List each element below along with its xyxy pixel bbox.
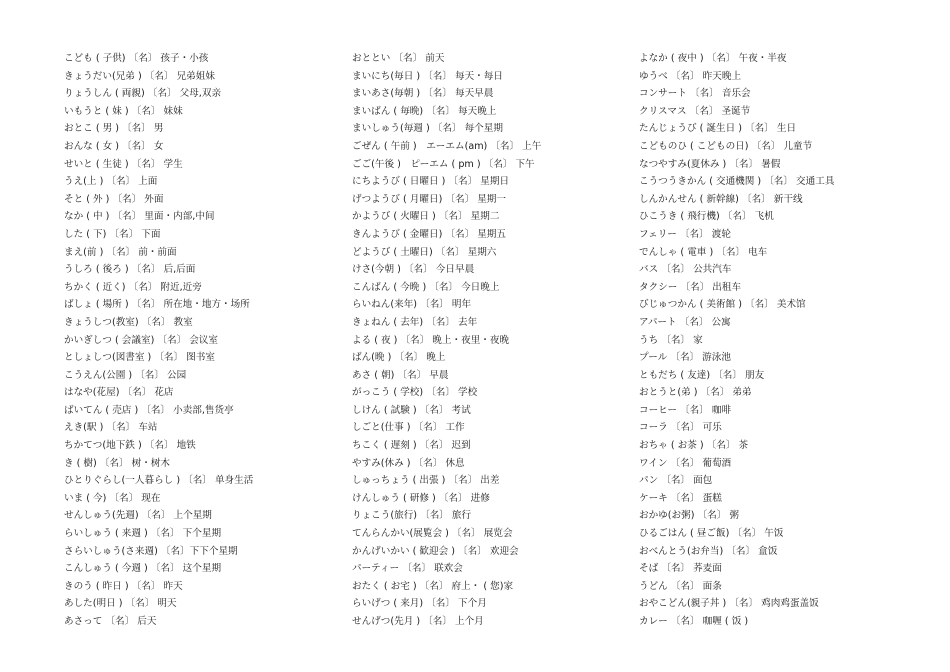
vocab-entry: がっこう ( 学校) 〔名〕 学校 bbox=[352, 387, 478, 399]
vocab-entry: かんげいかい ( 歓迎会 ) 〔名〕 欢迎会 bbox=[352, 545, 519, 557]
vocab-entry: しゅっちょう ( 出張 ) 〔名〕 出差 bbox=[352, 475, 500, 487]
vocab-entry: こども ( 子供) 〔名〕 孩子・小孩 bbox=[64, 53, 209, 64]
vocab-entry: き ( 樹) 〔名〕 树・树木 bbox=[64, 457, 171, 469]
vocab-entry: あした(明日 ) 〔名〕 明天 bbox=[64, 598, 177, 610]
vocab-entry: おべんとう(お弁当) 〔名〕 盒饭 bbox=[639, 545, 778, 557]
vocab-entry: らいしゅう ( 来週 ) 〔名〕 下个星期 bbox=[64, 528, 222, 540]
vocab-entry: まえ(前 ) 〔名〕 前・前面 bbox=[64, 246, 177, 258]
vocab-entry: おととい 〔名〕 前天 bbox=[352, 53, 445, 64]
vocab-entry: きょねん ( 去年) 〔名〕 去年 bbox=[352, 316, 478, 328]
vocab-entry: ばしょ ( 場所 ) 〔名〕 所在地・地方・场所 bbox=[64, 299, 250, 311]
vocab-entry: まいにち(毎日 ) 〔名〕 每天・每日 bbox=[352, 70, 503, 82]
vocab-entry: らいねん(来年) 〔名〕 明年 bbox=[352, 299, 472, 311]
vocab-entry: おたく ( お宅 ) 〔名〕 府上・ ( 您)家 bbox=[352, 580, 514, 592]
vocab-entry: どようび ( 土曜日) 〔名〕 星期六 bbox=[352, 246, 497, 258]
vocab-entry: ゆうべ 〔名〕 昨天晚上 bbox=[639, 70, 742, 82]
vocab-entry: おやこどん(親子丼 ) 〔名〕 鸡肉鸡蛋盖饭 bbox=[639, 598, 819, 610]
vocab-entry: まいばん ( 毎晩) 〔名〕 每天晚上 bbox=[352, 105, 497, 117]
vocab-column-2 bbox=[352, 50, 642, 631]
vocab-entry: あさって 〔名〕 后天 bbox=[64, 616, 157, 627]
vocab-entry: ばいてん ( 売店 ) 〔名〕 小卖部,售货亭 bbox=[64, 404, 234, 416]
vocab-entry: えき(駅 ) 〔名〕 车站 bbox=[64, 422, 158, 434]
vocab-entry: けさ(今朝 ) 〔名〕 今日早晨 bbox=[352, 264, 475, 276]
vocab-entry: パン 〔名〕 面包 bbox=[639, 475, 713, 487]
vocab-entry: びじゅつかん ( 美術館 ) 〔名〕 美术馆 bbox=[639, 299, 806, 311]
vocab-entry: きんようび ( 金曜日) 〔名〕 星期五 bbox=[352, 228, 506, 240]
vocab-entry: ちこく ( 遅刻 ) 〔名〕 迟到 bbox=[352, 440, 471, 452]
vocab-entry: コーヒー 〔名〕 咖啡 bbox=[639, 404, 732, 416]
vocab-entry: なか ( 中 ) 〔名〕 里面・内部,中间 bbox=[64, 211, 215, 223]
vocab-column-1 bbox=[64, 50, 354, 631]
vocab-entry: こうつうきかん ( 交通機関 ) 〔名〕 交通工具 bbox=[639, 176, 835, 188]
vocab-entry: よる ( 夜 ) 〔名〕 晚上・夜里・夜晚 bbox=[352, 334, 510, 346]
vocab-entry: うち 〔名〕 家 bbox=[639, 334, 703, 346]
vocab-entry: こどものひ ( こどもの日) 〔名〕 儿童节 bbox=[639, 140, 813, 152]
vocab-entry: はなや(花屋) 〔名〕 花店 bbox=[64, 387, 174, 399]
vocab-entry: おとこ ( 男 ) 〔名〕 男 bbox=[64, 123, 164, 135]
vocab-entry: プール 〔名〕 游泳池 bbox=[639, 352, 731, 364]
vocab-entry: した ( 下) 〔名〕 下面 bbox=[64, 228, 161, 240]
vocab-entry: そば 〔名〕 荞麦面 bbox=[639, 563, 722, 575]
vocab-entry: おんな ( 女 ) 〔名〕 女 bbox=[64, 140, 164, 152]
vocab-entry: きょうだい(兄弟 ) 〔名〕 兄弟姐妹 bbox=[64, 70, 215, 82]
vocab-entry: りょうしん ( 両親) 〔名〕 父母,双亲 bbox=[64, 88, 222, 100]
vocab-entry: うしろ ( 後ろ ) 〔名〕 后,后面 bbox=[64, 264, 196, 276]
vocab-entry: しごと(仕事 ) 〔名〕 工作 bbox=[352, 422, 465, 434]
vocab-entry: ひこうき ( 飛行機) 〔名〕 飞机 bbox=[639, 211, 774, 223]
vocab-entry: こんばん ( 今晩 ) 〔名〕 今日晚上 bbox=[352, 281, 500, 293]
vocab-entry: フェリー 〔名〕 渡轮 bbox=[639, 228, 731, 240]
vocab-entry: ひとりぐらし(一人暮らし ) 〔名〕 单身生活 bbox=[64, 475, 254, 487]
vocab-entry: けんしゅう ( 研修 ) 〔名〕 进修 bbox=[352, 492, 490, 504]
vocab-entry: ちかく ( 近く) 〔名〕 附近,近旁 bbox=[64, 281, 202, 293]
vocab-entry: りょこう(旅行) 〔名〕 旅行 bbox=[352, 510, 472, 522]
vocab-entry: やすみ(休み ) 〔名〕 休息 bbox=[352, 457, 465, 469]
vocab-entry: げつようび ( 月曜日) 〔名〕 星期一 bbox=[352, 193, 506, 205]
vocab-entry: まいしゅう(毎週 ) 〔名〕 每个星期 bbox=[352, 123, 503, 135]
vocab-entry: たんじょうび ( 誕生日 ) 〔名〕 生日 bbox=[639, 123, 797, 135]
vocab-entry: コーラ 〔名〕 可乐 bbox=[639, 422, 722, 434]
vocab-entry: きょうしつ(教室) 〔名〕 教室 bbox=[64, 316, 193, 328]
vocab-entry: なつやすみ(夏休み ) 〔名〕 暑假 bbox=[639, 158, 781, 170]
vocab-entry: こうえん(公園 ) 〔名〕 公园 bbox=[64, 369, 187, 381]
vocab-entry: タクシー 〔名〕 出租车 bbox=[639, 281, 742, 293]
vocab-entry: としょしつ(図書室 ) 〔名〕 图书室 bbox=[64, 352, 215, 364]
vocab-entry: そと ( 外 ) 〔名〕 外面 bbox=[64, 193, 164, 205]
vocab-entry: かようび ( 火曜日 ) 〔名〕 星期二 bbox=[352, 211, 500, 223]
vocab-entry: おとうと(弟 ) 〔名〕 弟弟 bbox=[639, 387, 752, 399]
vocab-entry: うえ(上 ) 〔名〕 上面 bbox=[64, 176, 158, 188]
vocab-entry: こんしゅう ( 今週 ) 〔名〕 这个星期 bbox=[64, 563, 222, 575]
vocab-entry: おかゆ(お粥) 〔名〕 粥 bbox=[639, 510, 739, 522]
vocab-entry: しんかんせん ( 新幹線) 〔名〕 新干线 bbox=[639, 193, 803, 205]
vocab-entry: せいと ( 生徒 ) 〔名〕 学生 bbox=[64, 158, 183, 170]
vocab-entry: いもうと ( 妹 ) 〔名〕 妹妹 bbox=[64, 105, 183, 117]
vocab-entry: ケーキ 〔名〕 蛋糕 bbox=[639, 492, 722, 504]
vocab-entry: せんげつ(先月 ) 〔名〕 上个月 bbox=[352, 616, 484, 627]
vocab-entry: にちようび ( 日曜日 ) 〔名〕 星期日 bbox=[352, 176, 510, 188]
vocab-entry: クリスマス 〔名〕 圣诞节 bbox=[639, 105, 751, 117]
vocab-entry: らいげつ ( 来月) 〔名〕 下个月 bbox=[352, 598, 487, 610]
vocab-entry: アパート 〔名〕 公寓 bbox=[639, 316, 731, 328]
vocab-column-3 bbox=[639, 50, 929, 631]
vocab-entry: ひるごはん ( 昼ご飯) 〔名〕 午饭 bbox=[639, 528, 784, 540]
vocab-entry: ちかてつ(地下鉄 ) 〔名〕 地铁 bbox=[64, 440, 196, 452]
vocab-entry: よなか ( 夜中 ) 〔名〕 午夜・半夜 bbox=[639, 53, 787, 64]
vocab-entry: てんらんかい(展覧会 ) 〔名〕 展览会 bbox=[352, 528, 513, 540]
vocab-entry: コンサート 〔名〕 音乐会 bbox=[639, 88, 751, 100]
vocab-entry: ワイン 〔名〕 葡萄酒 bbox=[639, 457, 732, 469]
vocab-entry: まいあさ(毎朝 ) 〔名〕 每天早晨 bbox=[352, 88, 494, 100]
vocab-entry: バス 〔名〕 公共汽车 bbox=[639, 264, 732, 276]
vocab-entry: きのう ( 昨日 ) 〔名〕 昨天 bbox=[64, 580, 183, 592]
vocab-entry: でんしゃ ( 電車 ) 〔名〕 电车 bbox=[639, 246, 768, 258]
vocab-entry: さらいしゅう(さ来週) 〔名〕下下个星期 bbox=[64, 545, 238, 557]
vocab-entry: ごご(午後 ) ピーエム ( pm ) 〔名〕 下午 bbox=[352, 158, 535, 170]
vocab-entry: おちゃ ( お茶 ) 〔名〕 茶 bbox=[639, 440, 749, 452]
vocab-entry: うどん 〔名〕 面条 bbox=[639, 580, 722, 592]
vocab-entry: しけん ( 試験 ) 〔名〕 考试 bbox=[352, 404, 471, 416]
vocab-entry: ばん(晩 ) 〔名〕 晚上 bbox=[352, 352, 446, 364]
vocab-entry: ともだち ( 友達) 〔名〕 朋友 bbox=[639, 369, 765, 381]
vocab-entry: かいぎしつ ( 会議室) 〔名〕 会议室 bbox=[64, 334, 218, 346]
vocab-entry: カレー 〔名〕 咖喱 ( 饭 ) bbox=[639, 616, 749, 627]
vocab-entry: あさ ( 朝) 〔名〕 早晨 bbox=[352, 369, 449, 381]
vocab-entry: いま ( 今) 〔名〕 现在 bbox=[64, 492, 161, 504]
vocab-entry: せんしゅう(先週) 〔名〕 上个星期 bbox=[64, 510, 212, 522]
vocab-entry: パーティー 〔名〕 联欢会 bbox=[352, 563, 463, 575]
vocab-entry: ごぜん ( 午前 ) エーエム(am) 〔名〕 上午 bbox=[352, 140, 542, 152]
